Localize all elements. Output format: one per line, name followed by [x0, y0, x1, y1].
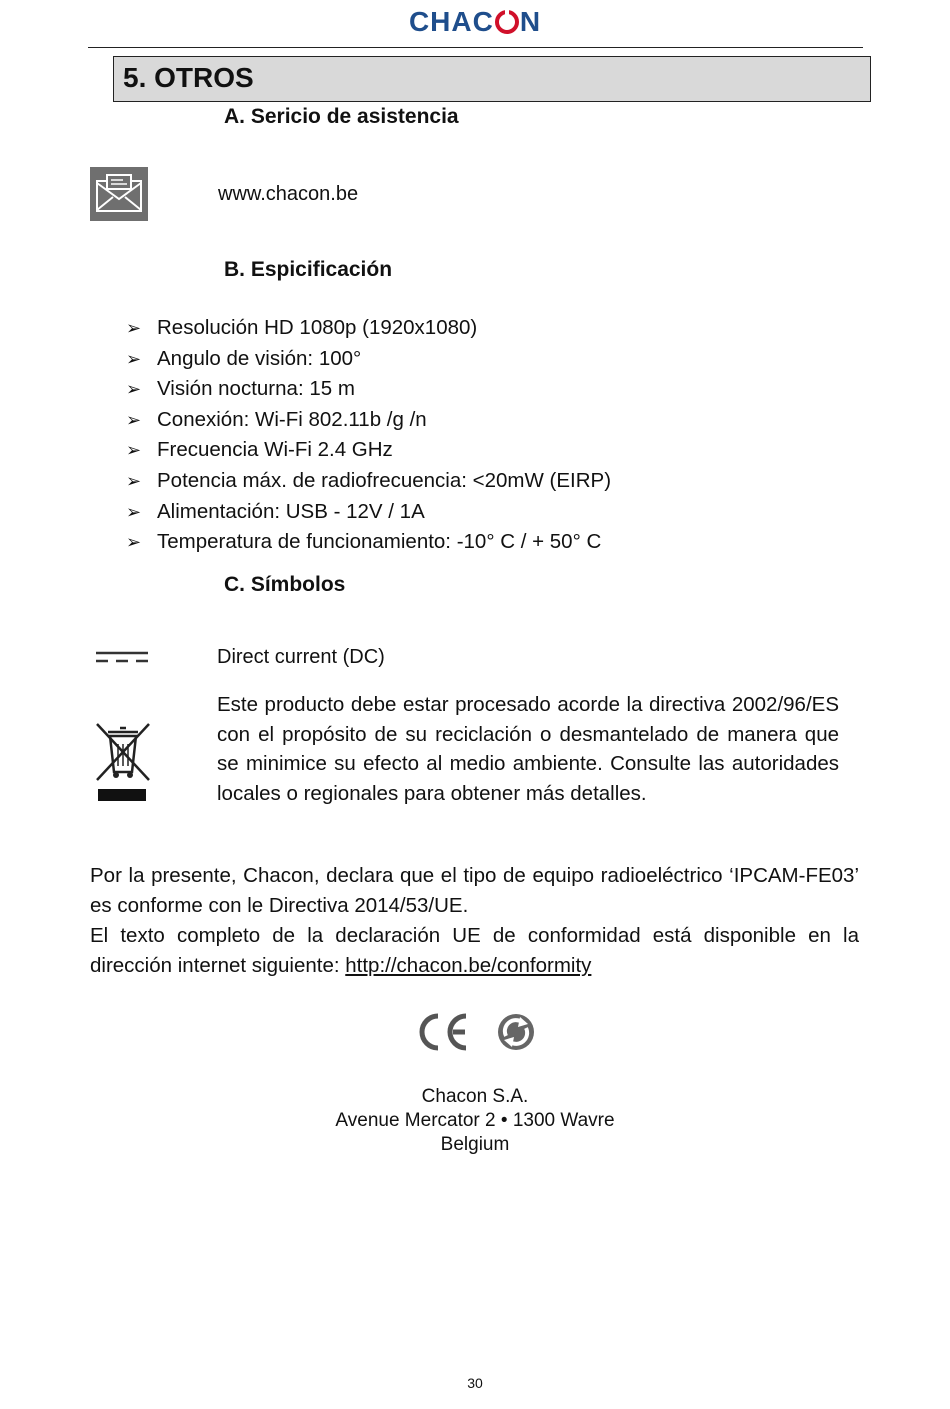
arrow-bullet-icon: ➢ — [126, 348, 142, 369]
company-country: Belgium — [440, 1134, 510, 1155]
mail-icon — [90, 167, 148, 221]
specification-heading: B. Espicificación — [224, 258, 393, 281]
assistance-website: www.chacon.be — [218, 183, 359, 205]
spec-item: ➢ Alimentación: USB - 12V / 1A — [126, 497, 611, 528]
company-street: Avenue Mercator 2 • 1300 Wavre — [335, 1110, 615, 1131]
specification-list — [126, 313, 611, 558]
arrow-bullet-icon: ➢ — [126, 440, 142, 461]
declaration-availability: El texto completo de la declaración UE de conformidad está disponible en la dirección internet siguiente: http://chacon.be/conformity — [90, 924, 859, 977]
spec-item: ➢ Potencia máx. de radiofrecuencia: <20mW (EIRP) — [126, 466, 611, 497]
arrow-bullet-icon: ➢ — [126, 409, 142, 430]
section-title: 5. OTROS — [123, 62, 254, 93]
logo-text-right: N — [519, 6, 542, 37]
page-number: 30 — [467, 1375, 483, 1391]
header-divider — [88, 47, 863, 48]
crossed-bin-icon — [94, 722, 152, 809]
certification-marks — [416, 1012, 536, 1057]
dc-description: Direct current (DC) — [217, 646, 385, 668]
logo-o-icon — [495, 10, 519, 34]
company-address — [0, 1085, 950, 1157]
declaration — [90, 861, 859, 981]
spec-item: ➢ Angulo de visión: 100° — [126, 344, 611, 375]
logo-text-left: CHAC — [408, 6, 494, 37]
spec-item: ➢ Temperatura de funcionamiento: -10° C / + 50° C — [126, 527, 611, 558]
spec-item: ➢ Frecuencia Wi-Fi 2.4 GHz — [126, 435, 611, 466]
chacon-logo — [0, 6, 950, 38]
arrow-bullet-icon: ➢ — [126, 501, 142, 522]
spec-item: ➢ Visión nocturna: 15 m — [126, 374, 611, 405]
company-name: Chacon S.A. — [421, 1086, 529, 1107]
arrow-bullet-icon: ➢ — [126, 379, 142, 400]
green-dot-icon — [496, 1012, 536, 1057]
assistance-heading: A. Sericio de asistencia — [224, 105, 459, 128]
symbols-heading: C. Símbolos — [224, 573, 346, 596]
weee-description: Este producto debe estar procesado acorde la directiva 2002/96/ES con el propósito de su reciclación o desmantelado de manera que se minimice su efecto al medio ambiente. Consulte las autoridades locales o regionales para obtener más detalles. — [217, 693, 839, 805]
spec-item: ➢ Resolución HD 1080p (1920x1080) — [126, 313, 611, 344]
conformity-link[interactable]: http://chacon.be/conformity — [345, 954, 592, 977]
ce-mark-icon — [416, 1012, 472, 1057]
arrow-bullet-icon: ➢ — [126, 318, 142, 338]
spec-item: ➢ Conexión: Wi-Fi 802.11b /g /n — [126, 405, 611, 436]
arrow-bullet-icon: ➢ — [126, 470, 142, 491]
direct-current-icon — [96, 650, 148, 669]
arrow-bullet-icon: ➢ — [126, 532, 142, 553]
declaration-conformity: Por la presente, Chacon, declara que el tipo de equipo radioeléctrico ‘IPCAM-FE03’ es conforme con le Directiva 2014/53/UE. — [90, 864, 859, 917]
